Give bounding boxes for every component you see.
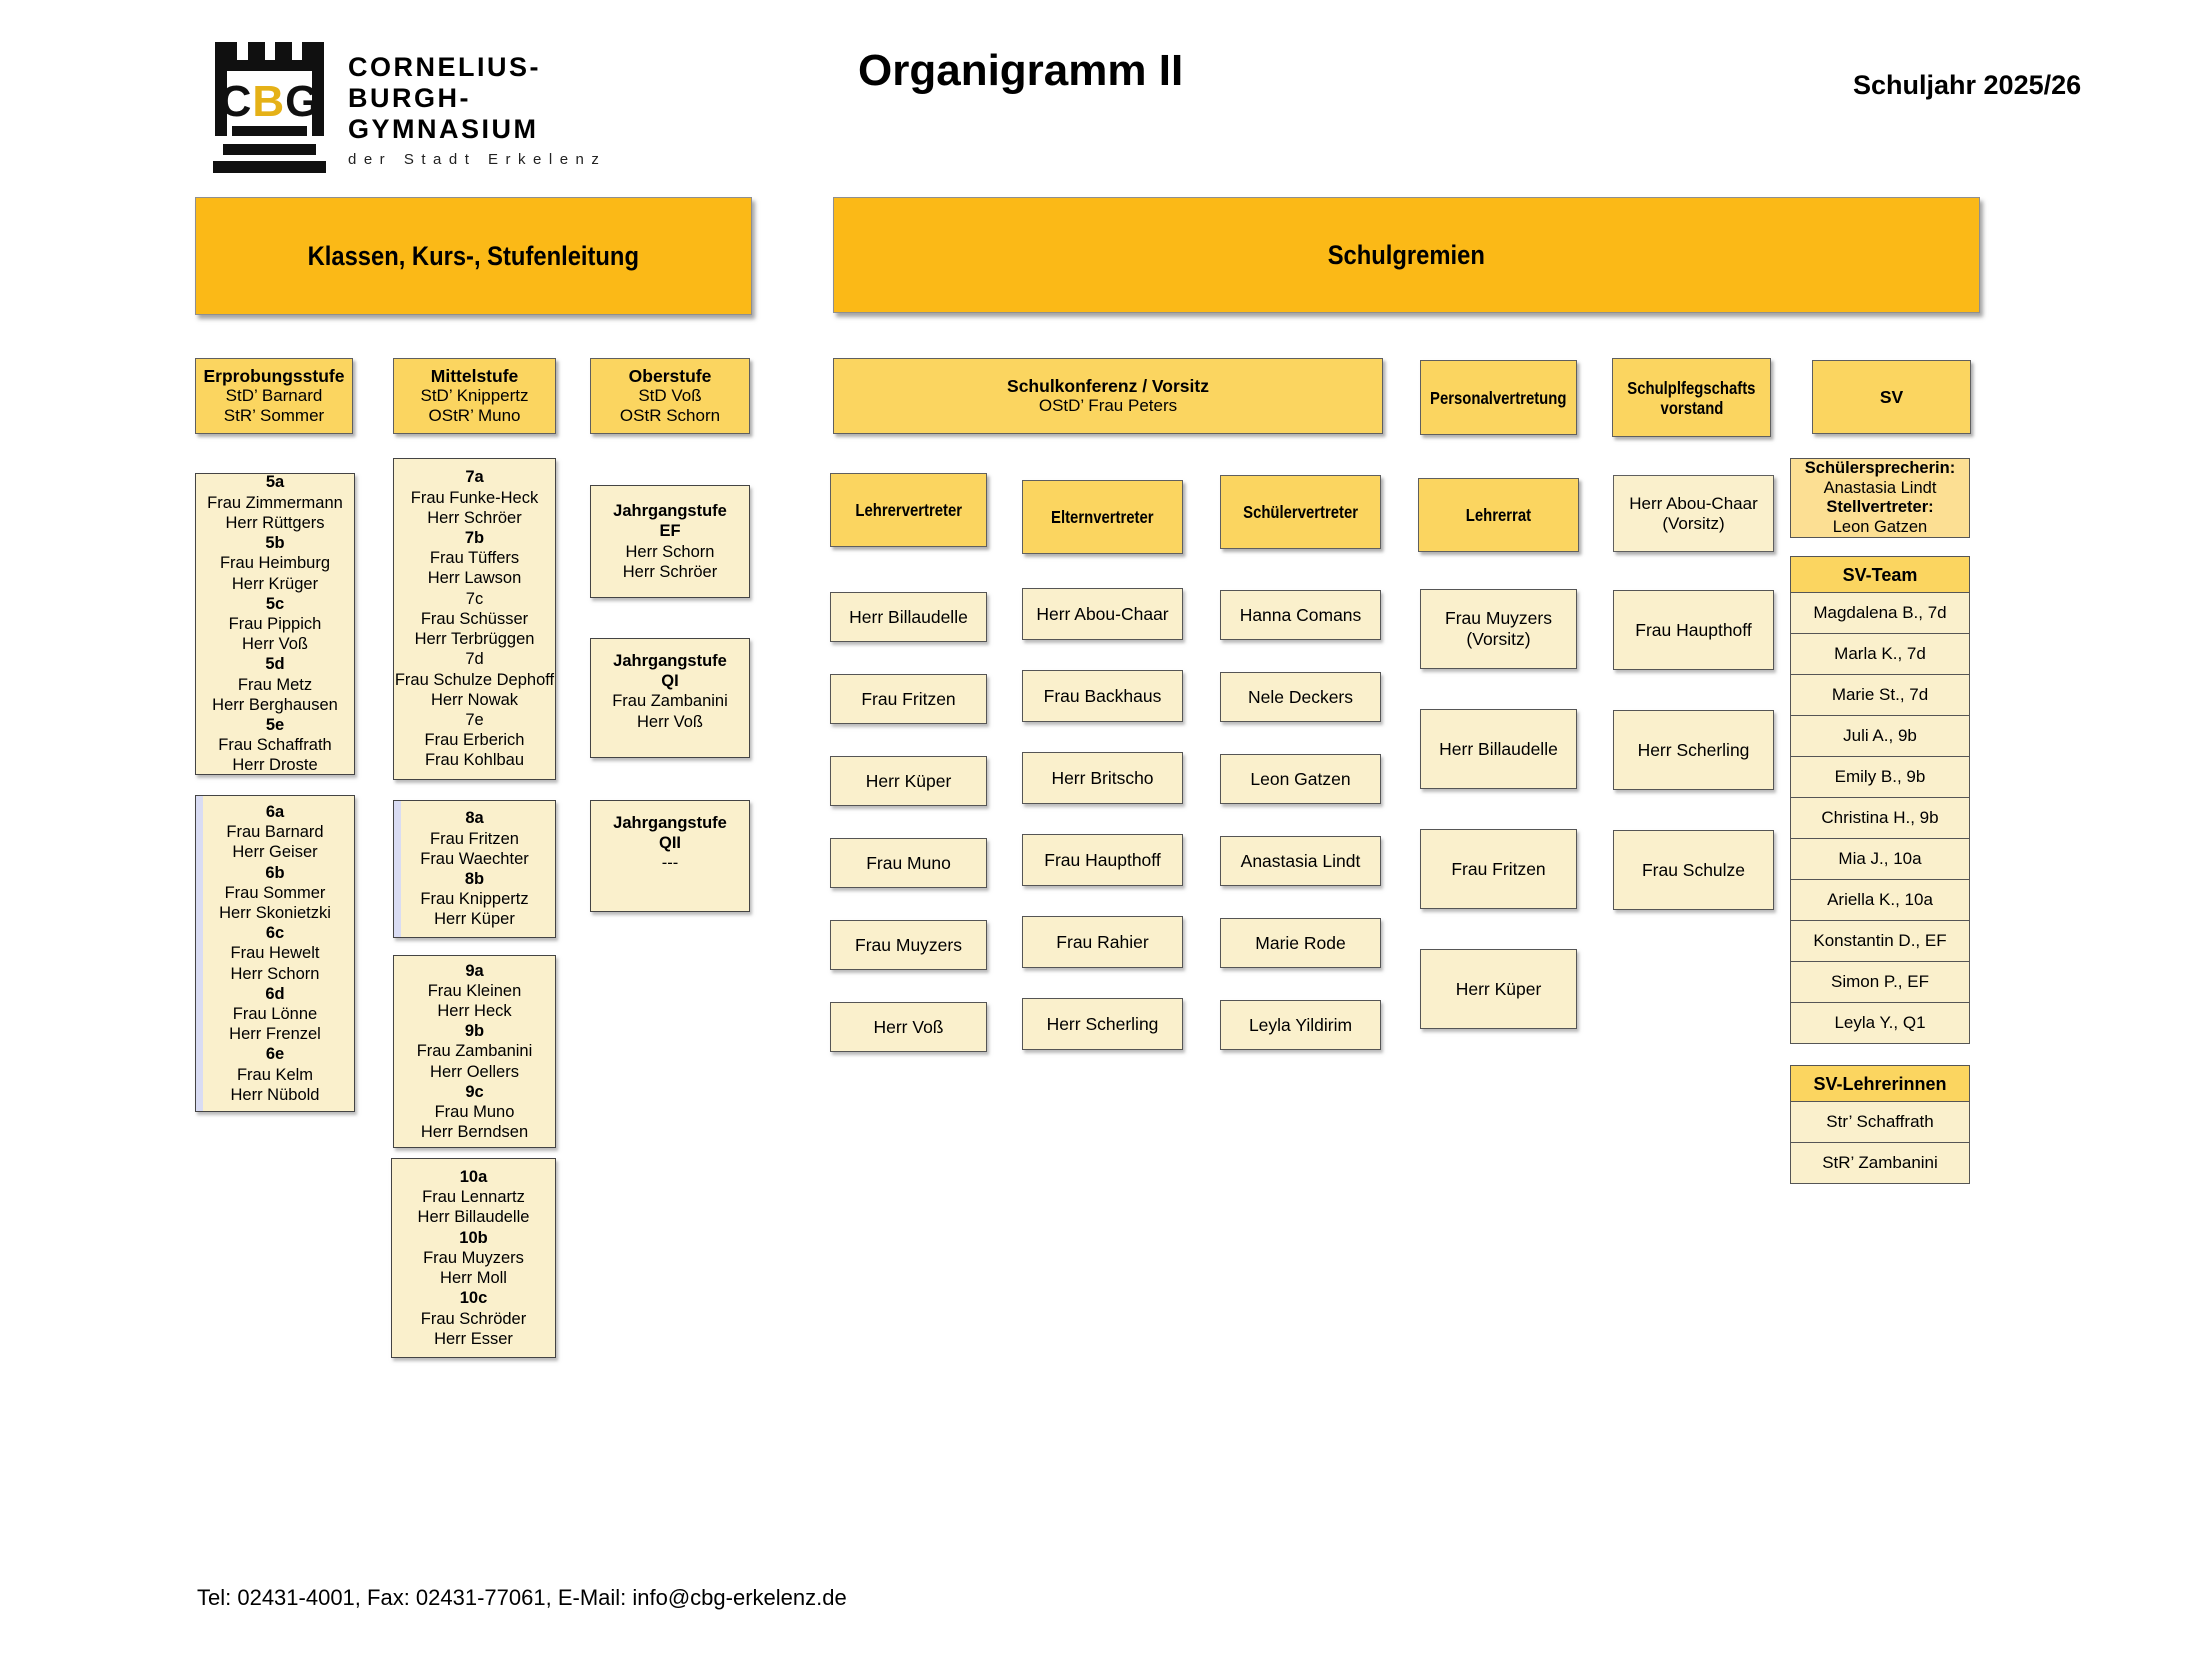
- stufe-title: Oberstufe: [628, 366, 712, 386]
- class-box-8: [393, 800, 556, 938]
- stufe-header-oberstufe: [590, 358, 750, 434]
- sv-lehrerin: Str’ Schaffrath: [1790, 1101, 1970, 1143]
- class-line: ---: [661, 854, 679, 873]
- class-line: 7c: [465, 589, 484, 608]
- class-line: Herr Schorn: [625, 542, 715, 561]
- class-line: Frau Hewelt: [230, 944, 320, 963]
- class-line: 5d: [265, 655, 285, 674]
- member-box: Herr Britscho: [1022, 752, 1183, 804]
- class-line: 10b: [459, 1228, 488, 1247]
- jahrgangstufe-qi-box: [590, 638, 750, 758]
- sv-team-member: Leyla Y., Q1: [1790, 1002, 1970, 1044]
- footer-contact: Tel: 02431-4001, Fax: 02431-77061, E-Mail: info@cbg-erkelenz.de: [197, 1585, 847, 1610]
- sv-team-header: [1790, 556, 1970, 594]
- class-line: Frau Kleinen: [427, 981, 522, 1000]
- class-line: Jahrgangstufe: [613, 502, 727, 521]
- class-box-10: [391, 1158, 556, 1358]
- schuelervertreter-list: [1220, 590, 1381, 1050]
- member-box: Frau Fritzen: [1420, 829, 1577, 909]
- class-line: Herr Heck: [437, 1001, 512, 1020]
- class-box-5: [195, 473, 355, 775]
- sv-team-member: Konstantin D., EF: [1790, 920, 1970, 962]
- class-line: Herr Nübold: [230, 1085, 320, 1104]
- sv-lehrerinnen-label: SV-Lehrerinnen: [1813, 1073, 1947, 1094]
- class-line: Herr Berndsen: [420, 1123, 529, 1142]
- class-line: Herr Droste: [232, 756, 318, 775]
- class-box-6: [195, 795, 355, 1112]
- schulkonferenz-vorsitz: OStD’ Frau Peters: [1038, 396, 1178, 415]
- class-line: Frau Schröder: [420, 1309, 527, 1328]
- class-box-7: [393, 458, 556, 780]
- stufe-header-mittelstufe: [393, 358, 556, 434]
- lehrervertreter-label: Lehrervertreter: [855, 500, 962, 520]
- school-name-line-2: BURGH-: [348, 83, 471, 113]
- class-line: Frau Lennartz: [422, 1188, 525, 1207]
- class-line: 5c: [265, 594, 285, 613]
- class-line: 10c: [459, 1289, 488, 1308]
- class-line: Herr Berghausen: [212, 695, 338, 714]
- logo-letter-c: C: [219, 77, 253, 126]
- elternvertreter-label: Elternvertreter: [1051, 507, 1154, 527]
- stufe-title: Mittelstufe: [430, 366, 519, 386]
- lehrerrat-header: [1418, 478, 1579, 552]
- personalvertretung-label: Personalvertretung: [1430, 387, 1567, 408]
- class-line: Frau Zimmermann: [207, 493, 343, 512]
- class-line: Herr Schröer: [427, 508, 522, 527]
- class-line: Herr Terbrüggen: [414, 630, 535, 649]
- cbg-logo: [205, 36, 335, 178]
- school-subtitle: der Stadt Erkelenz: [348, 151, 607, 168]
- class-line: Frau Schaffrath: [218, 736, 332, 755]
- sv-team-member: Christina H., 9b: [1790, 797, 1970, 839]
- class-line: 5a: [265, 473, 285, 492]
- member-box: Frau Muyzers: [830, 920, 987, 970]
- member-box: Herr Küper: [1420, 949, 1577, 1029]
- class-line: Frau Muno: [434, 1103, 515, 1121]
- class-box-9: [393, 955, 556, 1148]
- member-box: Herr Scherling: [1613, 710, 1774, 790]
- section-header-klassen-label: Klassen, Kurs-, Stufenleitung: [307, 240, 640, 271]
- section-header-schulgremien-label: Schulgremien: [1327, 239, 1486, 270]
- stufe-title: Erprobungsstufe: [203, 366, 345, 386]
- class-line: Herr Geiser: [232, 843, 318, 862]
- member-box: Leon Gatzen: [1220, 754, 1381, 804]
- member-box: Nele Deckers: [1220, 672, 1381, 722]
- class-line: Frau Fritzen: [430, 829, 519, 848]
- class-line: Herr Frenzel: [229, 1025, 321, 1044]
- class-line: QI: [661, 672, 679, 691]
- class-line: Frau Kohlbau: [424, 751, 525, 770]
- sv-sprecher-line: Stellvertreter:: [1826, 498, 1934, 516]
- class-line: Frau Zambanini: [612, 692, 728, 711]
- member-box: Herr Scherling: [1022, 998, 1183, 1050]
- member-box: Frau Haupthoff: [1022, 834, 1183, 886]
- class-line: 7d: [465, 650, 484, 669]
- class-line: 7a: [465, 468, 484, 487]
- pflegschaft-vorsitz-name: Herr Abou-Chaar (Vorsitz): [1629, 493, 1758, 533]
- class-line: Herr Moll: [440, 1269, 507, 1288]
- class-line: Frau Heimburg: [219, 554, 331, 573]
- class-line: Herr Oellers: [430, 1062, 519, 1081]
- class-line: Herr Voß: [636, 712, 704, 731]
- logo-letter-b: B: [252, 77, 286, 126]
- member-box: Frau Fritzen: [830, 674, 987, 724]
- lehrerrat-list: [1420, 589, 1577, 1029]
- sv-lehrerinnen-list: [1790, 1102, 1970, 1184]
- class-line: 6b: [265, 863, 285, 882]
- class-line: Frau Zambanini: [416, 1042, 533, 1061]
- member-box: Herr Küper: [830, 756, 987, 806]
- stufe-member: OStR’ Muno: [428, 406, 521, 425]
- sv-team-member: Marla K., 7d: [1790, 633, 1970, 675]
- class-line: 8a: [465, 809, 484, 828]
- lehrervertreter-header: [830, 473, 987, 547]
- schulkonferenz-title: Schulkonferenz / Vorsitz: [1007, 376, 1209, 396]
- sv-sprecher-line: Leon Gatzen: [1832, 517, 1928, 536]
- jahrgangstufe-qii-box: [590, 800, 750, 912]
- lehrervertreter-list: [830, 592, 987, 1052]
- class-line: Herr Krüger: [231, 574, 319, 593]
- personalvertretung-header: [1420, 360, 1577, 435]
- class-line: 9b: [464, 1022, 485, 1041]
- member-box: Frau Rahier: [1022, 916, 1183, 968]
- member-box: Anastasia Lindt: [1220, 836, 1381, 886]
- class-line: Frau Pippich: [228, 614, 322, 633]
- member-box: Frau Muno: [830, 838, 987, 888]
- class-line: Herr Billaudelle: [417, 1208, 530, 1227]
- member-box: Frau Backhaus: [1022, 670, 1183, 722]
- member-box: Frau Haupthoff: [1613, 590, 1774, 670]
- stufe-members: [420, 386, 528, 426]
- class-line: EF: [659, 522, 681, 541]
- stufe-member: StD Voß: [638, 386, 702, 405]
- member-box: Leyla Yildirim: [1220, 1000, 1381, 1050]
- class-line: 5e: [265, 715, 285, 734]
- member-box: Frau Schulze: [1613, 830, 1774, 910]
- school-year: Schuljahr 2025/26: [1853, 70, 2082, 100]
- schulpflegschaftsvorstand-header: [1612, 358, 1771, 437]
- sv-team-label: SV-Team: [1842, 564, 1918, 585]
- schuelervertreter-label: Schülervertreter: [1243, 502, 1358, 522]
- class-line: Herr Lawson: [427, 569, 522, 588]
- class-line: Frau Muyzers: [423, 1248, 524, 1267]
- class-line: Frau Schüsser: [420, 609, 529, 628]
- class-line: Jahrgangstufe: [613, 652, 727, 670]
- sv-team-member: Marie St., 7d: [1790, 674, 1970, 716]
- logo-letter-g: G: [285, 77, 321, 126]
- sv-team-list: [1790, 593, 1970, 1044]
- member-box: Herr Billaudelle: [1420, 709, 1577, 789]
- sv-team-member: Magdalena B., 7d: [1790, 592, 1970, 634]
- stufe-member: StD’ Knippertz: [420, 386, 529, 405]
- member-box: Herr Billaudelle: [830, 592, 987, 642]
- stufe-member: StR’ Sommer: [223, 406, 325, 425]
- class-line: 6e: [265, 1045, 285, 1064]
- stufe-members: [224, 386, 324, 426]
- sv-team-member: Ariella K., 10a: [1790, 879, 1970, 921]
- class-line: Herr Nowak: [430, 690, 519, 709]
- sv-header: [1812, 360, 1971, 434]
- stufe-members: [620, 386, 720, 426]
- class-line: QII: [658, 834, 681, 853]
- sv-label: SV: [1879, 387, 1904, 407]
- sv-lehrerinnen-header: [1790, 1065, 1970, 1103]
- class-line: Herr Skonietzki: [219, 903, 331, 922]
- class-line: 8b: [464, 870, 485, 888]
- sv-team-member: Simon P., EF: [1790, 961, 1970, 1003]
- class-line: Herr Schröer: [622, 562, 718, 581]
- class-line: Frau Waechter: [420, 849, 529, 868]
- class-line: Frau Kelm: [236, 1065, 314, 1084]
- class-line: 10a: [459, 1168, 488, 1187]
- class-line: Herr Rüttgers: [225, 513, 325, 532]
- class-line: Frau Erberich: [424, 731, 525, 750]
- class-line: 5b: [265, 534, 285, 553]
- class-line: Herr Esser: [434, 1329, 513, 1348]
- stufe-member: OStR Schorn: [619, 406, 721, 425]
- castle-logo-icon: [205, 36, 335, 178]
- member-box: Marie Rode: [1220, 918, 1381, 968]
- svg-text:CBG: [220, 77, 321, 126]
- page-title: Organigramm II: [858, 46, 1184, 95]
- class-line: Frau Tüffers: [429, 549, 520, 568]
- class-line: Frau Lönne: [232, 1005, 318, 1023]
- class-line: Jahrgangstufe: [613, 814, 727, 832]
- class-line: Herr Küper: [434, 910, 515, 929]
- stufe-member: StD’ Barnard: [225, 386, 323, 405]
- member-box: Herr Abou-Chaar: [1022, 588, 1183, 640]
- class-line: 6a: [265, 802, 285, 821]
- class-line: 6c: [265, 924, 285, 943]
- sv-sprecher-box: [1790, 458, 1970, 538]
- sv-team-member: Mia J., 10a: [1790, 838, 1970, 880]
- sv-sprecher-line: Anastasia Lindt: [1823, 478, 1937, 497]
- sv-lehrerin: StR’ Zambanini: [1790, 1142, 1970, 1184]
- class-line: 6d: [265, 984, 285, 1003]
- pflegschaft-label-line-1: Schulplfegschafts: [1627, 377, 1756, 398]
- class-line: 9a: [465, 961, 484, 980]
- sv-sprecher-line: Schülersprecherin:: [1804, 459, 1956, 477]
- class-line: Frau Sommer: [224, 883, 326, 902]
- school-name-line-3: GYMNASIUM: [348, 114, 539, 144]
- member-box: Frau Muyzers (Vorsitz): [1420, 589, 1577, 669]
- sv-team-member: Juli A., 9b: [1790, 715, 1970, 757]
- school-name-line-1: CORNELIUS-: [348, 52, 541, 82]
- schulkonferenz-header: [833, 358, 1383, 434]
- sv-team-member: Emily B., 9b: [1790, 756, 1970, 798]
- elternvertreter-list: [1022, 588, 1183, 1050]
- class-line: 9c: [465, 1082, 484, 1101]
- member-box: Hanna Comans: [1220, 590, 1381, 640]
- section-header-schulgremien: [833, 197, 1980, 313]
- class-line: Herr Voß: [241, 635, 309, 654]
- lehrerrat-label: Lehrerrat: [1465, 505, 1532, 525]
- class-line: Frau Schulze Dephoff: [394, 670, 555, 689]
- section-header-klassen: [195, 197, 752, 315]
- elternvertreter-header: [1022, 480, 1183, 554]
- class-line: 7e: [465, 710, 484, 729]
- class-line: Frau Metz: [237, 675, 313, 694]
- class-line: Frau Knippertz: [420, 890, 529, 909]
- class-line: Herr Schorn: [230, 964, 320, 983]
- pflegschaft-vorsitz-box: [1613, 475, 1774, 552]
- class-line: Frau Barnard: [226, 823, 324, 842]
- member-box: Herr Voß: [830, 1002, 987, 1052]
- pflegschaftsvorstand-list: [1613, 590, 1774, 910]
- class-line: Frau Funke-Heck: [410, 488, 539, 507]
- stufe-header-erprobungsstufe: [195, 358, 353, 434]
- jahrgangstufe-ef-box: [590, 485, 750, 598]
- class-line: 7b: [464, 529, 485, 548]
- pflegschaft-label-line-2: vorstand: [1660, 397, 1723, 418]
- school-name-block: [348, 52, 606, 168]
- schuelervertreter-header: [1220, 475, 1381, 549]
